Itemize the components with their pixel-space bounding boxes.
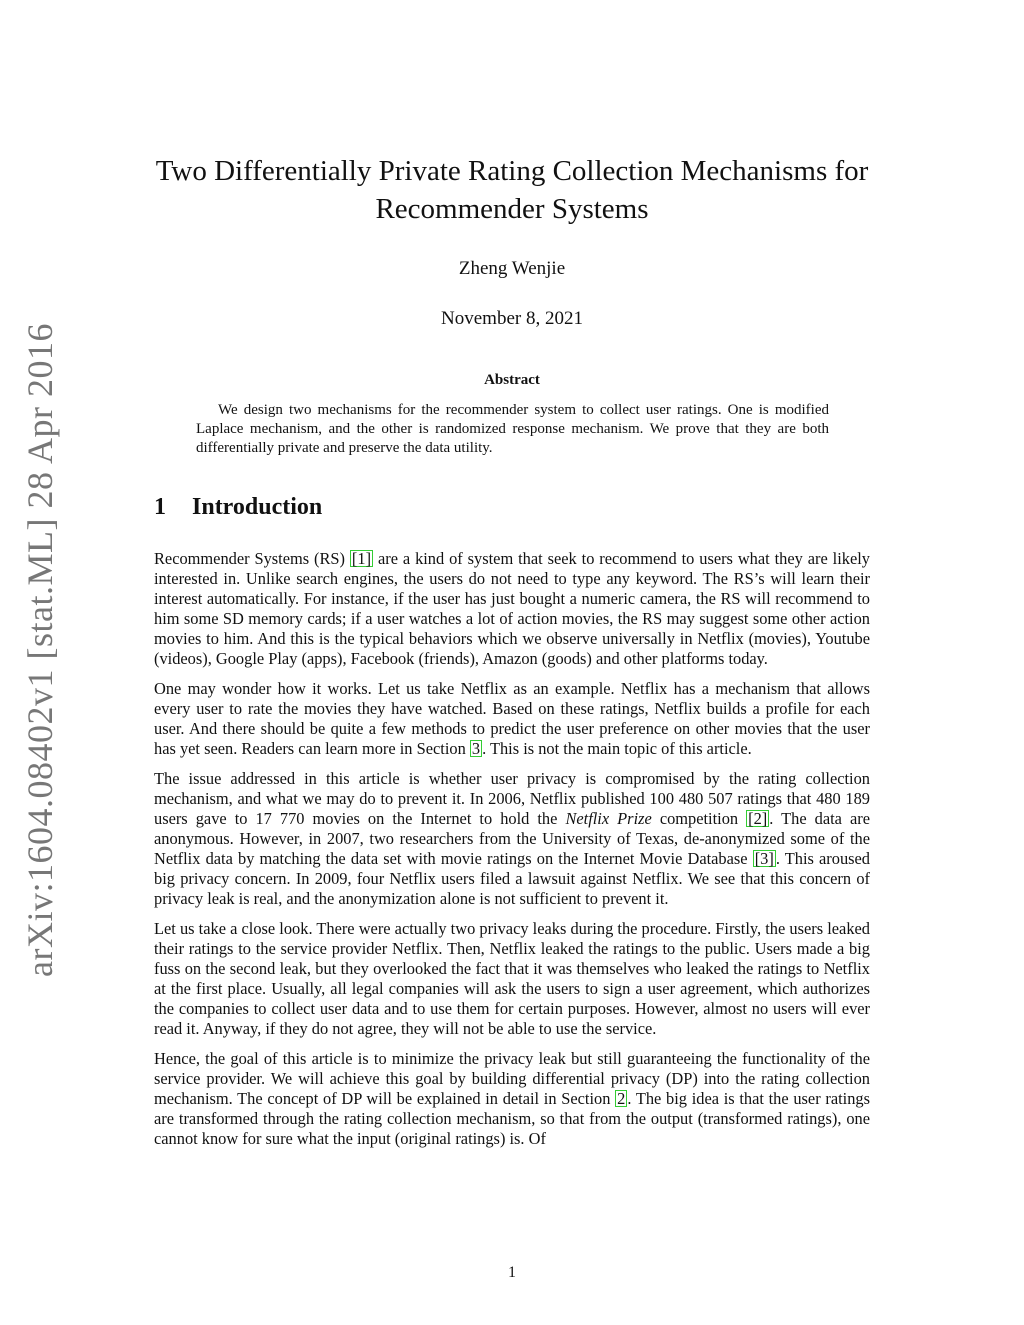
author-name: Zheng Wenjie [458,258,566,279]
arxiv-stamp: arXiv:1604.08402v1 [stat.ML] 28 Apr 2016 [20,323,60,977]
section-link[interactable]: 2 [617,1089,626,1108]
paragraph-4: Let us take a close look. There were actually two privacy leaks during the procedure. Firstly, the users leaked their ratings to the service provider Netflix. Then, Netflix leaked the ratings to the public. Users made a big fuss on the second leak, but they overlooked the fact that it was themselves who leaked the ratings to Netflix at the first place. Usually, all legal companies will ask the users to sign a user agreement, which authorizes the companies to collect user data and to use them for certain purposes. However, almost no users will ever read it. Anyway, if they do not agree, they will not be able to use the service. [154,919,870,1038]
text-run: One may wonder how it works. Let us take Netflix as an example. Netflix has a mechanism that allows every user to rate the movies they have watched. Based on these ratings, Netflix builds a profile for each user. And there should be quite a few methods to predict the user preference on other movies that the user has yet seen. Readers can learn more in Section [154,679,870,758]
section-title: Introduction [192,494,323,520]
title-line-2: Recommender Systems [375,193,649,225]
title-line-1: Two Differentially Private Rating Collection Mechanisms for [155,155,869,187]
emphasis-text: Netflix Prize [565,809,652,828]
page-number: 1 [508,1264,516,1281]
text-run: . This aroused big privacy concern. In 2009, four Netflix users filed a lawsuit against Netflix. We see that this concern of privacy leak is real, and the anonymization alone is not sufficient to prevent it. [154,849,871,908]
text-run: competition [651,809,747,828]
text-run: are a kind of system that seek to recommend to users what they are likely interested in. Unlike search engines, the users do not need to type any keyword. The RS’s will learn their interest automatically. For instance, if the user has just bought a numeric camera, the RS will recommend to him some SD memory cards; if a user watches a lot of action movies, the RS may suggest some other action movies to him. And this is the typical behaviors which we observe universally in Netflix (movies), Youtube (videos), Google Play (apps), Facebook (friends), Amazon (goods) and other platforms today. [154,549,870,668]
text-run: . The big idea is that the user ratings are transformed through the rating collection mechanism, so that from the output (transformed ratings), one cannot know for sure what the input (original ratings) is. Of [154,1089,870,1148]
text-run: Recommender Systems (RS) [154,549,350,568]
paragraph-1 [154,549,870,669]
section-link[interactable]: 3 [471,739,481,758]
abstract-heading: Abstract [484,372,540,388]
abstract-text: We design two mechanisms for the recommender system to collect user ratings. One is modified Laplace mechanism, and the other is randomized response mechanism. We prove that they are both differentially private and preserve the data utility. [196,402,829,456]
text-run: . The data are anonymous. However, in 2007, two researchers from the University of Texas, de-anonymized some of the Netflix data by matching the data set with movie ratings on the Internet Movie Database [154,809,870,868]
citation-link[interactable]: [3] [754,849,774,868]
section-number: 1 [154,494,166,520]
text-run: The issue addressed in this article is whether user privacy is compromised by the rating collection mechanism, and what we may do to prevent it. In 2006, Netflix published 100 480 507 ratings that 480 189 users gave to 17 770 movies on the Internet to hold the [154,769,870,828]
paper-title [150,152,874,228]
paragraph-3 [154,769,870,909]
citation-link[interactable]: [1] [351,549,372,568]
text-run: Hence, the goal of this article is to minimize the privacy leak but still guaranteeing the functionality of the service provider. We will achieve this goal by building differential privacy (DP) into the rating collection mechanism. The concept of DP will be explained in detail in Section [154,1049,870,1108]
body-text [154,549,870,1159]
paragraph-2 [154,679,870,759]
paragraph-5 [154,1049,870,1149]
section-heading [154,494,322,521]
citation-link[interactable]: [2] [748,809,768,828]
text-run: . This is not the main topic of this article. [482,739,752,758]
paper-date: November 8, 2021 [441,308,583,329]
